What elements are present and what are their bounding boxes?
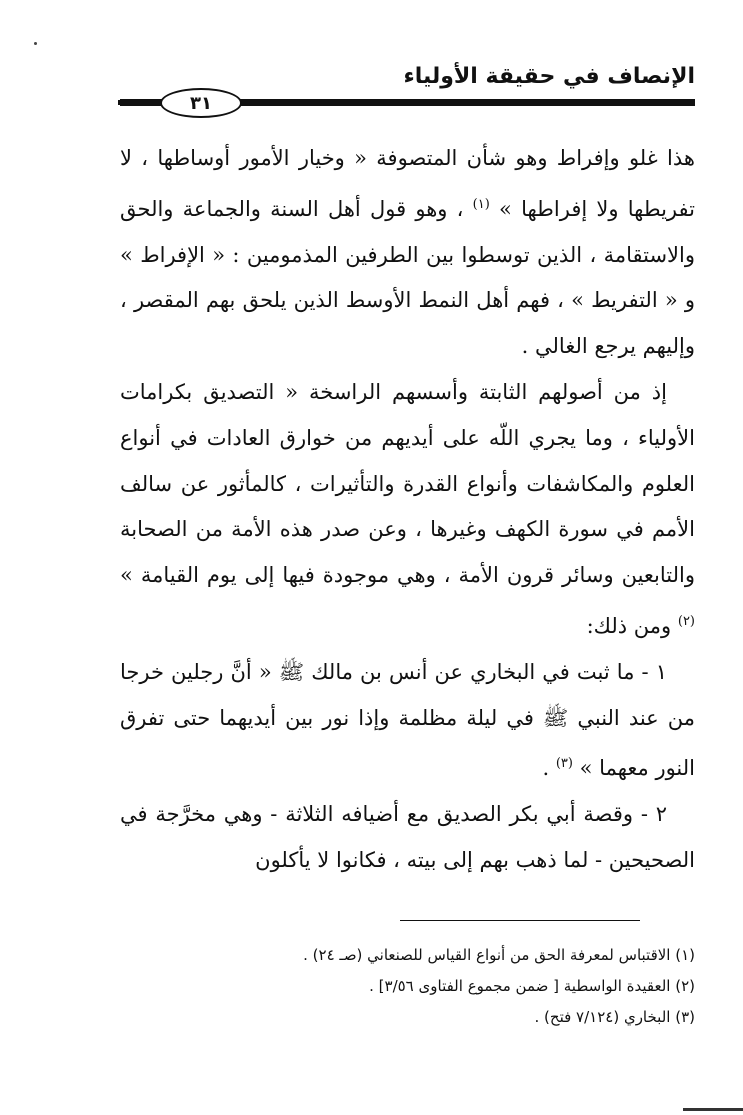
footnote-3: (٣) البخاري (٧/١٢٤ فتح) . (534, 1008, 695, 1026)
header-rule-left (118, 100, 158, 105)
footnote-separator (400, 920, 640, 921)
paragraph-3-text: ١ - ما ثبت في البخاري عن أنس بن مالك ﷺ « أنَّ رجلين خرجا من عند النبي ﷺ في ليلة مظلمة وإذا نور بين أيديهما حتى تفرق النور معهما » (120, 659, 695, 781)
paragraph-3-cont: . (542, 756, 550, 781)
paragraph-2 (120, 370, 695, 650)
footnote-ref-2: (٢) (677, 613, 695, 629)
page-number: ٣١ (160, 88, 242, 118)
paragraph-1 (120, 136, 695, 370)
footnote-ref-3: (٣) (555, 756, 573, 772)
paragraph-4-text: ٢ - وقصة أبي بكر الصديق مع أضيافه الثلاثة - وهي مخرَّجة في الصحيحين - لما ذهب بهم إلى بيته ، فكانوا لا يأكلون (120, 802, 695, 872)
running-title: الإنصاف في حقيقة الأولياء (403, 64, 695, 89)
paragraph-1-cont: ، وهو قول أهل السنة والجماعة والحق والاستقامة ، الذين توسطوا بين الطرفين المذمومين : « الإفراط » و « التفريط » ، فهم أهل النمط الأوسط الذين يلحق بهم المقصر ، وإليهم يرجع الغالي . (120, 196, 695, 359)
main-text (120, 136, 695, 884)
paragraph-1-text: هذا غلو وإفراط وهو شأن المتصوفة « وخيار الأمور أوساطها ، لا تفريطها ولا إفراطها » (120, 146, 695, 221)
footnote-1: (١) الاقتباس لمعرفة الحق من أنواع القياس للصنعاني (صـ ٢٤) . (303, 946, 695, 964)
footnotes (120, 940, 695, 1033)
scan-edge-mark (683, 1108, 743, 1111)
scan-speck (34, 42, 37, 45)
paragraph-2-text: إذ من أصولهم الثابتة وأسسهم الراسخة « التصديق بكرامات الأولياء ، وما يجري اللّه على أيديهم من خوارق العادات في أنواع العلوم والمكاشفات وأنواع القدرة والتأثيرات ، كالمأثور عن سالف الأمم في سورة الكهف وغيرها ، وعن صدر هذه الأمة من الصحابة والتابعين وسائر قرون الأمة ، وهي موجودة فيها إلى يوم القيامة » (120, 379, 695, 588)
paragraph-4 (120, 792, 695, 884)
footnote-ref-1: (١) (472, 196, 490, 212)
footnote-2: (٢) العقيدة الواسطية [ ضمن مجموع الفتاوى ٣/٥٦] . (369, 977, 695, 995)
paragraph-2-cont: ومن ذلك: (586, 613, 672, 638)
paragraph-3 (120, 650, 695, 792)
